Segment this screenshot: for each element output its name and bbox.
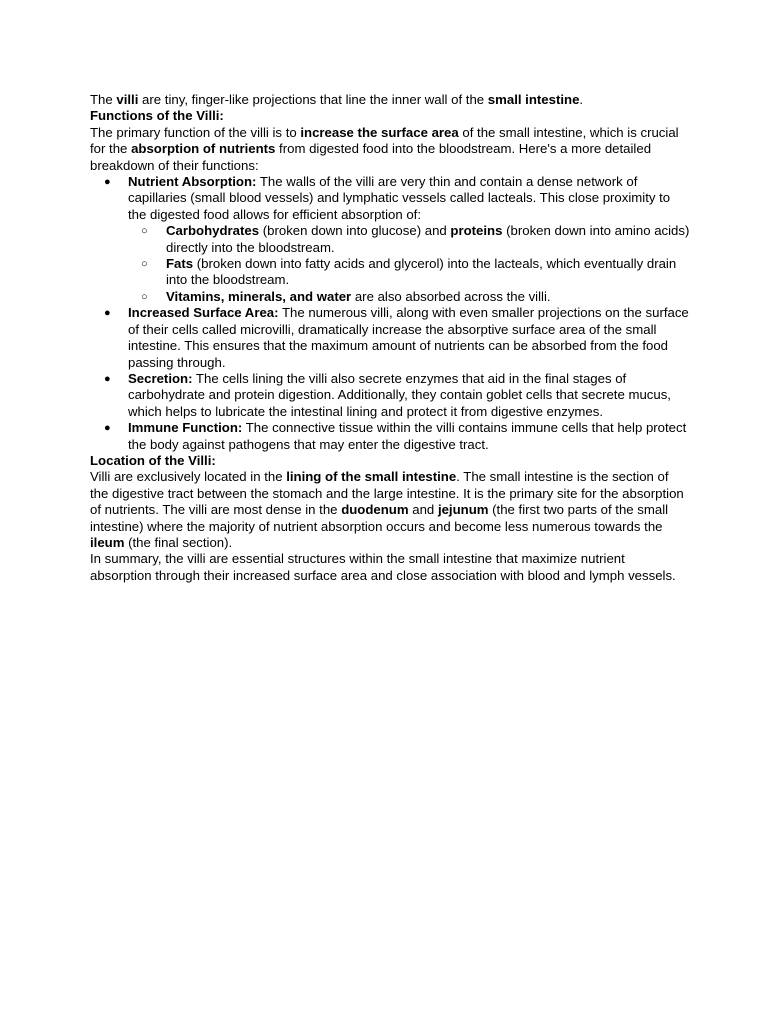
sublist-item-text: (broken down into glucose) and [259,223,451,239]
functions-text: The primary function of the villi is to [90,124,301,140]
location-paragraph [90,469,690,551]
list-item-label: Secretion: [128,370,193,386]
sublist-item-fats [128,256,690,289]
list-item-nutrient-absorption [90,174,690,305]
list-item-text: The cells lining the villi also secrete enzymes that aid in the final stages of carbohydrate and protein digestion. Additionally, they contain goblet cells that secrete mucus, which helps to lubricate the intestinal lining and protect it from digestive enzymes. [128,370,671,419]
functions-paragraph [90,125,690,174]
functions-bold: absorption of nutrients [131,141,276,157]
intro-text: . [579,92,584,107]
location-bold: duodenum [341,502,409,518]
sublist-item-vitamins [128,289,690,305]
list-item-immune-function [90,420,690,453]
functions-list [90,174,690,453]
list-item-secretion [90,371,690,420]
functions-heading-text: Functions of the Villi: [90,108,224,124]
location-bold: ileum [90,534,125,550]
list-item-label: Increased Surface Area: [128,305,279,321]
intro-bold-small-intestine: small intestine [487,92,580,107]
list-item-text: The walls of the villi are very thin and contain a dense network of capillaries (small blood vessels) and lymphatic vessels called lacteals. This close proximity to the digested food allows for efficient absorption of: [128,174,671,222]
location-text: (the first two parts of the small intestine) where the majority of nutrient absorption occurs and become less numerous towards the [90,502,669,534]
functions-text: from digested food into the bloodstream. Here's a more detailed breakdown of their functions: [90,141,652,173]
summary-paragraph: In summary, the villi are essential structures within the small intestine that maximize nutrient absorption through their increased surface area and close association with blood and lymph vessels. [90,551,676,583]
location-heading-text: Location of the Villi: [90,452,216,468]
list-item-increased-surface-area [90,305,690,371]
location-bold: lining of the small intestine [286,469,457,485]
sublist-item-bold: Fats [166,256,194,272]
intro-bold-villi: villi [116,92,139,107]
location-text: Villi are exclusively located in the [90,469,287,485]
document-page [90,92,690,584]
sublist-item-bold: Carbohydrates [166,223,260,239]
absorption-sublist [128,223,690,305]
sublist-item-bold: proteins [450,223,503,239]
functions-bold: increase the surface area [300,124,459,140]
location-text: . The small intestine is the section of the digestive tract between the stomach and the large intestine. It is the primary site for the absorption of nutrients. The villi are most dense in the [90,469,684,518]
sublist-item-bold: Vitamins, minerals, and water [166,288,352,304]
functions-heading [90,108,690,124]
list-item-label: Immune Function: [128,420,243,436]
intro-paragraph [90,92,690,108]
sublist-item-text: are also absorbed across the villi. [351,288,551,304]
sublist-item-text: (broken down into amino acids) directly into the bloodstream. [166,223,690,255]
sublist-item-carbohydrates [128,223,690,256]
intro-text: The [90,92,117,107]
location-bold: jejunum [437,502,489,518]
location-heading [90,453,690,469]
location-text: and [408,502,438,518]
sublist-item-text: (broken down into fatty acids and glycerol) into the lacteals, which eventually drain into the bloodstream. [166,256,677,288]
list-item-text: The numerous villi, along with even smaller projections on the surface of their cells called microvilli, dramatically increase the absorptive surface area of the small intestine. This ensures that the maximum amount of nutrients can be absorbed from the food passing through. [128,305,689,370]
list-item-label: Nutrient Absorption: [128,174,257,190]
intro-text: are tiny, finger-like projections that line the inner wall of the [138,92,488,107]
functions-text: of the small intestine, which is crucial for the [90,124,679,157]
list-item-text: The connective tissue within the villi contains immune cells that help protect the body against pathogens that may enter the digestive tract. [128,420,687,452]
location-text: (the final section). [124,534,233,550]
